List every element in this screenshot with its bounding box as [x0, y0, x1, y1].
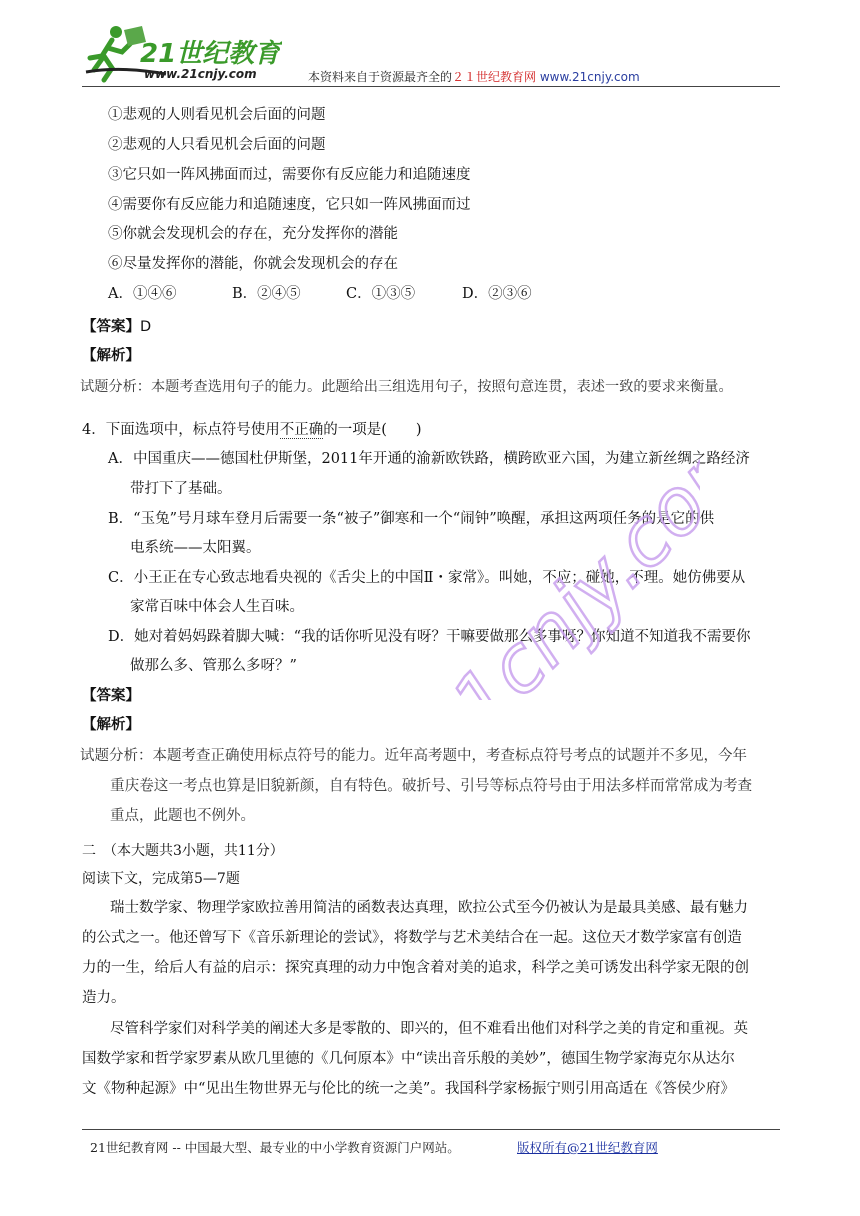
- passage-p1-line-4: 造力。: [82, 990, 126, 1006]
- q4-option-a-line-2: 带打下了基础。: [130, 481, 232, 497]
- q4-analysis-line-2: 重庆卷这一考点也算是旧貌新颜，自有特色。破折号、引号等标点符号由于用法多样而常常成为考查: [110, 777, 753, 794]
- q3-choice-a: A．①④⑥: [108, 286, 177, 302]
- footer-divider: [82, 1129, 780, 1130]
- section-2-heading: 二 （本大题共3小题，共11分）: [82, 843, 284, 859]
- q4-option-b-line-1: B．“玉兔”号月球车登月后需要一条“被子”御寒和一个“闹钟”唤醒，承担这两项任务的是它的供: [108, 511, 715, 527]
- q3-item-3: ③它只如一阵风拂面而过，需要你有反应能力和追随速度: [108, 167, 471, 183]
- q4-option-b-line-2: 电系统——太阳翼。: [130, 540, 261, 556]
- header-note-url[interactable]: www.21cnjy.com: [539, 70, 640, 84]
- passage-p1-line-3: 力的一生，给后人有益的启示：探究真理的动力中饱含着对美的追求，科学之美可诱发出科学家无限的创: [82, 960, 749, 976]
- header-note-brand: ２１世纪教育网: [452, 70, 537, 84]
- q3-item-6: ⑥尽量发挥你的潜能，你就会发现机会的存在: [108, 256, 398, 272]
- q3-choice-d: D．②③⑥: [462, 286, 532, 302]
- passage-p1-line-1: 瑞士数学家、物理学家欧拉善用简洁的函数表达真理，欧拉公式至今仍被认为是最具美感、最有魅力: [110, 900, 748, 916]
- footer-site-description: 21世纪教育网 -- 中国最大型、最专业的中小学教育资源门户网站。: [90, 1140, 460, 1155]
- q3-item-1: ①悲观的人则看见机会后面的问题: [108, 107, 326, 123]
- q3-choice-c: C．①③⑤: [346, 286, 416, 302]
- q4-option-c-line-1: C．小王正在专心致志地看央视的《舌尖上的中国Ⅱ・家常》。叫她，不应；碰她，不理。她仿佛要从: [108, 570, 746, 586]
- q4-option-d-line-2: 做那么多、管那么多呀？”: [130, 658, 297, 674]
- header-divider: [82, 86, 780, 87]
- q3-answer-value: D: [140, 319, 152, 335]
- q4-analysis-label: 【解析】: [82, 717, 140, 733]
- q3-item-4: ④需要你有反应能力和追随速度，它只如一阵风拂面而过: [108, 197, 471, 213]
- q4-stem: [82, 420, 422, 440]
- q3-analysis-label: 【解析】: [82, 348, 140, 364]
- header-note-prefix: 本资料来自于资源最齐全的: [308, 70, 453, 84]
- q3-answer: [82, 317, 151, 337]
- q3-item-2: ②悲观的人只看见机会后面的问题: [108, 137, 326, 153]
- q4-stem-emphasis: 不正确: [279, 422, 324, 438]
- passage-p1-line-2: 的公式之一。他还曾写下《音乐新理论的尝试》，将数学与艺术美结合在一起。这位天才数学家富有创造: [82, 930, 742, 946]
- watermark-text: 21cnjy.com: [400, 440, 700, 700]
- q4-stem-before: 4．下面选项中，标点符号使用: [82, 422, 280, 438]
- svg-text:21世纪教育: 21世纪教育: [140, 39, 281, 69]
- section-2-instruction: 阅读下文，完成第5—7题: [82, 871, 240, 887]
- q3-item-5: ⑤你就会发现机会的存在，充分发挥你的潜能: [108, 226, 398, 242]
- svg-text:www.21cnjy.com: www.21cnjy.com: [144, 67, 257, 81]
- q4-option-c-line-2: 家常百味中体会人生百味。: [130, 599, 304, 615]
- passage-p2-line-3: 文《物种起源》中“见出生物世界无与伦比的统一之美”。我国科学家杨振宁则引用高适在《答侯少府》: [82, 1081, 735, 1097]
- passage-p2-line-2: 国数学家和哲学家罗素从欧几里德的《几何原本》中“读出音乐般的美妙”，德国生物学家海克尔从达尔: [82, 1051, 735, 1067]
- q4-option-d-line-1: D．她对着妈妈跺着脚大喊：“我的话你听见没有呀？干嘛要做那么多事呀？你知道不知道我不需要你: [108, 629, 751, 645]
- q4-answer-label: 【答案】: [82, 688, 140, 704]
- q3-answer-label: 【答案】: [82, 319, 140, 335]
- q4-option-a-line-1: A．中国重庆——德国杜伊斯堡，2011年开通的渝新欧铁路，横跨欧亚六国，为建立新丝绸之路经济: [108, 451, 750, 467]
- q3-analysis-text: 试题分析：本题考查选用句子的能力。此题给出三组选用句子，按照句意连贯，表述一致的要求来衡量。: [80, 379, 733, 395]
- footer-copyright-link[interactable]: 版权所有@21世纪教育网: [517, 1140, 658, 1155]
- q4-analysis-line-3: 重点，此题也不例外。: [110, 808, 255, 824]
- passage-p2-line-1: 尽管科学家们对科学美的阐述大多是零散的、即兴的，但不难看出他们对科学之美的肯定和重视。英: [110, 1021, 748, 1037]
- running-man-logo-icon: [82, 22, 282, 86]
- q3-choices: [108, 284, 532, 304]
- q4-analysis-line-1: 试题分析：本题考查正确使用标点符号的能力。近年高考题中，考查标点符号考点的试题并不多见，今年: [80, 748, 747, 764]
- header-note: [308, 68, 640, 85]
- site-logo: [82, 22, 282, 86]
- q4-stem-after: 的一项是( ): [323, 422, 422, 438]
- q3-choice-b: B．②④⑤: [232, 286, 301, 302]
